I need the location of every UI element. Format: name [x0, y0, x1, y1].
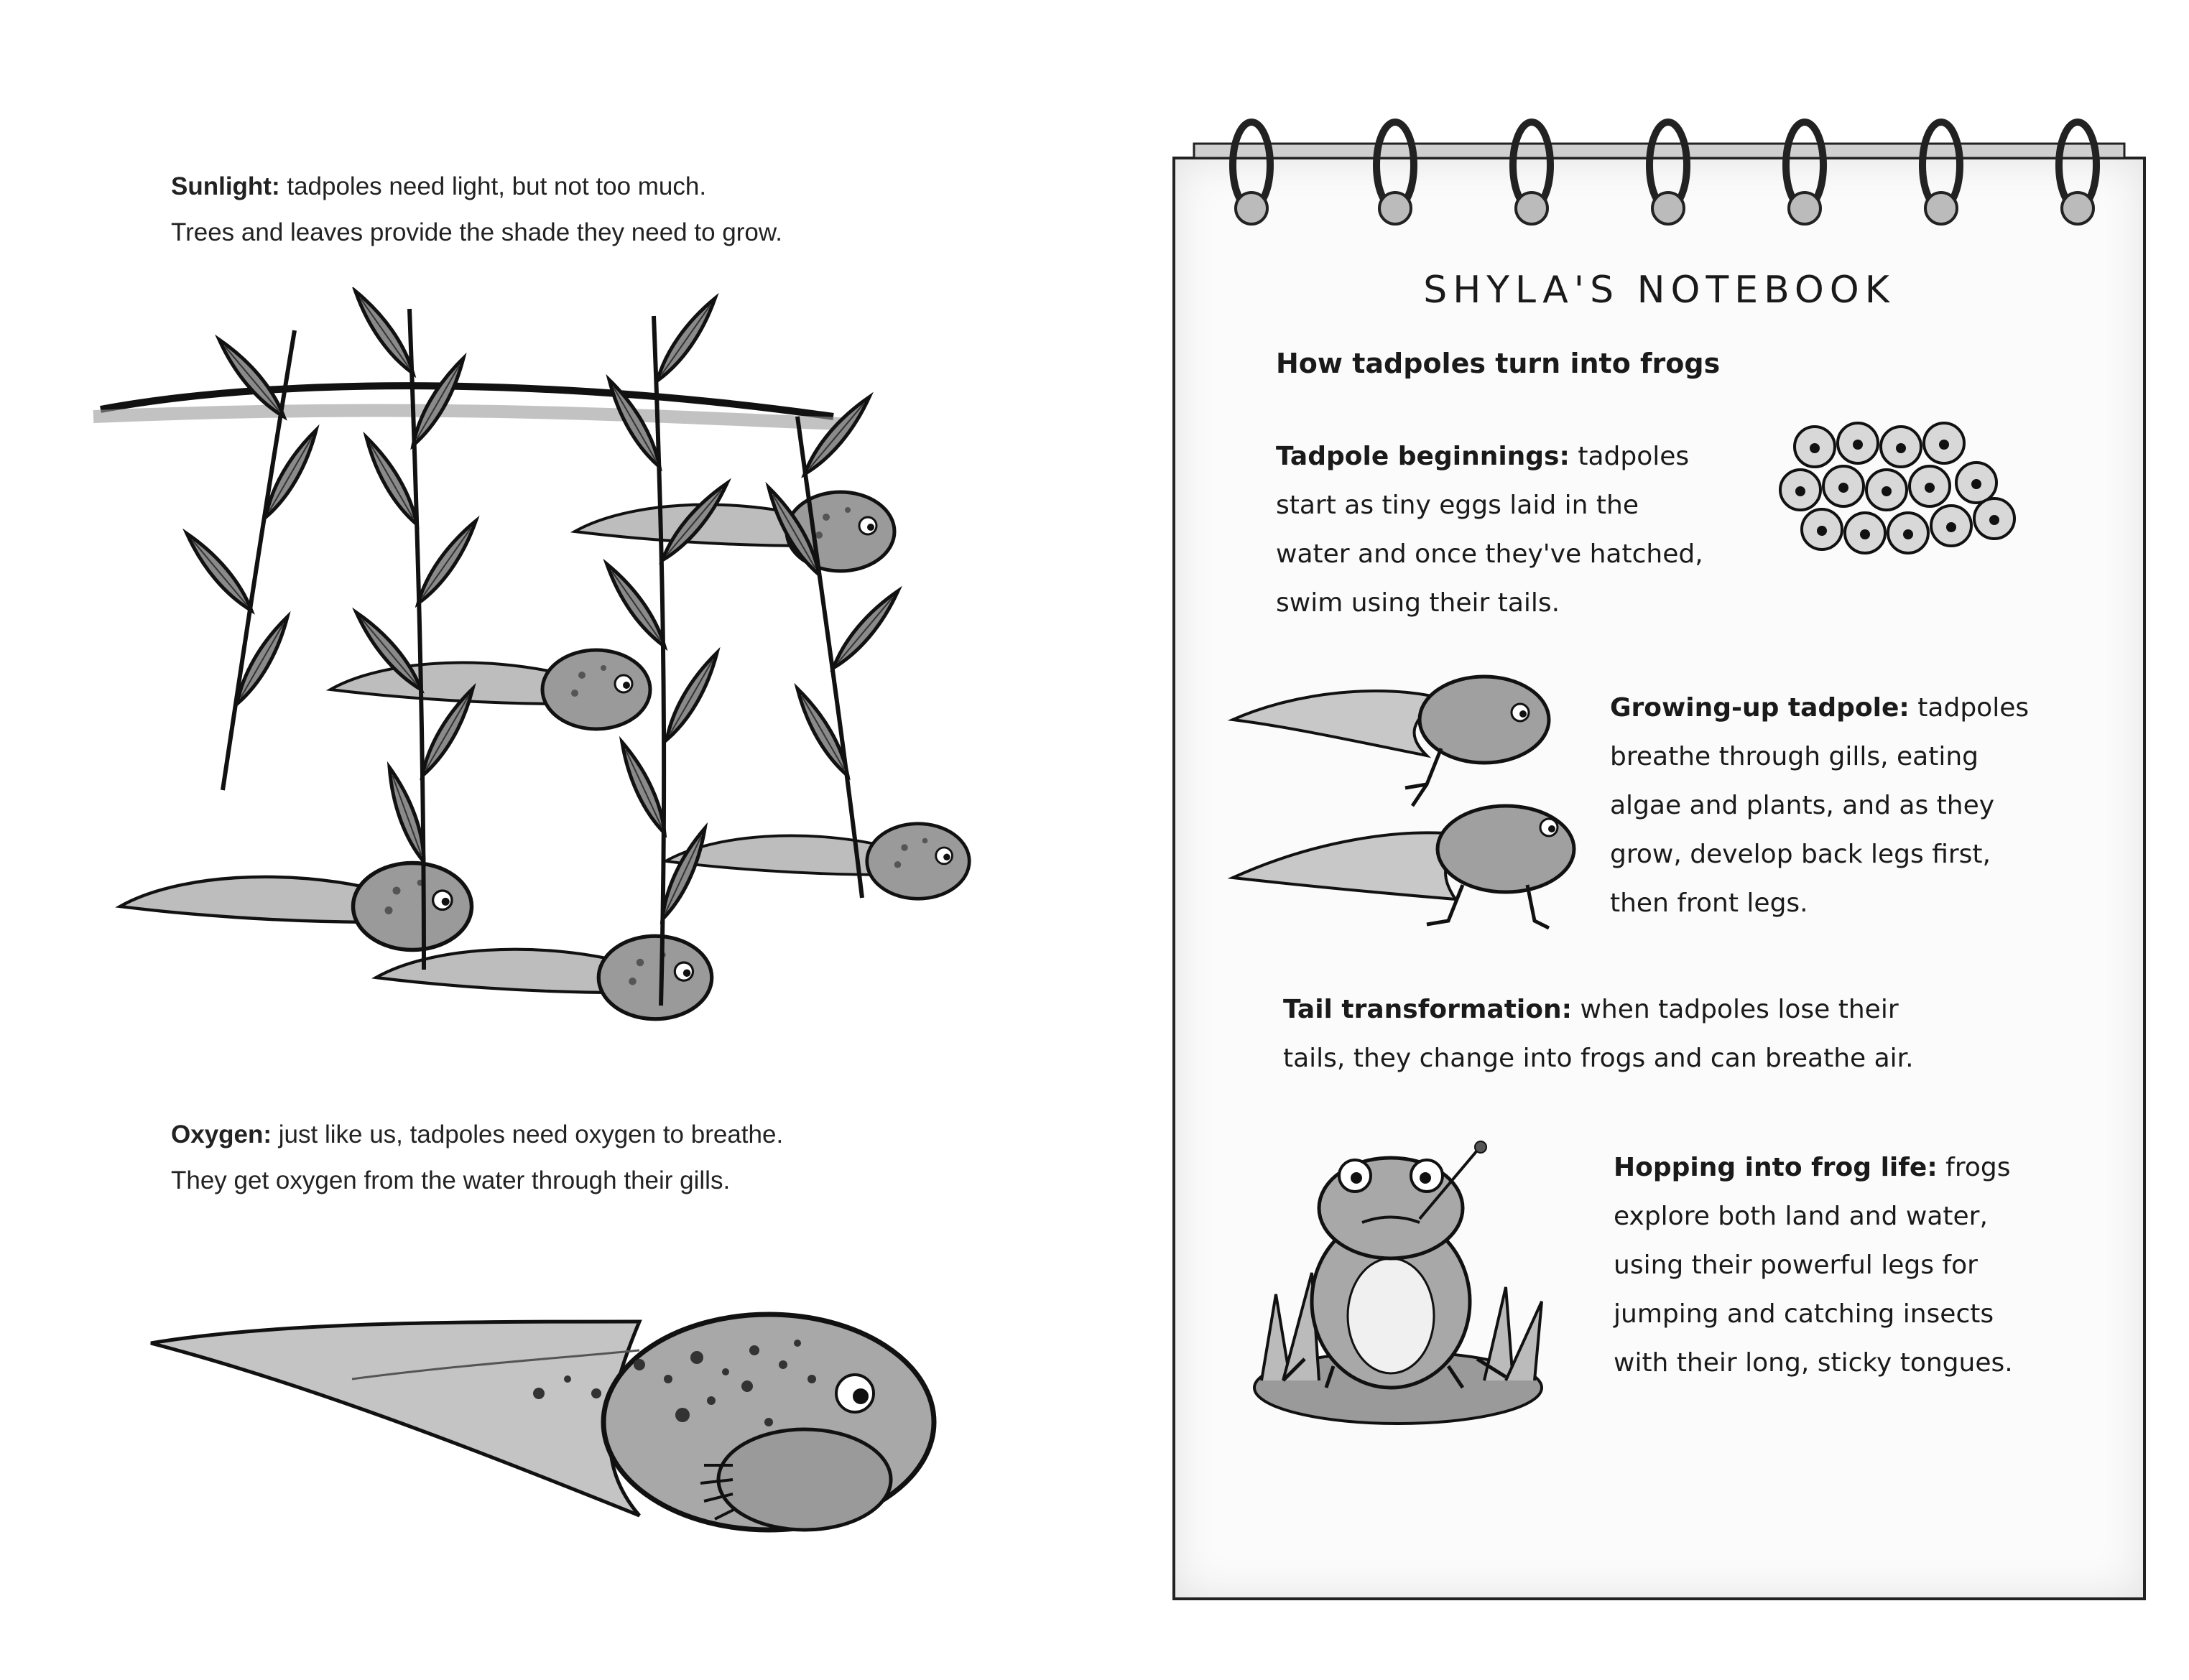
section-hopping-into-frog-life	[1614, 1143, 2073, 1388]
frog-eggs-illustration	[1772, 411, 2037, 576]
section-line: tadpoles	[1569, 442, 1690, 471]
oxygen-label: Oxygen:	[171, 1120, 272, 1148]
section-line: using their powerful legs for	[1614, 1250, 1978, 1280]
section-line: with their long, sticky tongues.	[1614, 1348, 2013, 1378]
section-line: tadpoles	[1909, 693, 2030, 723]
oxygen-paragraph	[171, 1112, 961, 1204]
section-tadpole-beginnings	[1276, 432, 1721, 628]
frog-on-lily-pad-illustration	[1218, 1122, 1578, 1438]
section-line: breathe through gills, eating	[1610, 742, 1979, 771]
section-heading: Tadpole beginnings:	[1276, 442, 1570, 471]
shylas-notebook	[1172, 157, 2146, 1600]
notebook-subtitle: How tadpoles turn into frogs	[1276, 348, 1721, 379]
sunlight-line-1: tadpoles need light, but not too much.	[279, 172, 707, 200]
section-line: tails, they change into frogs and can breathe air.	[1283, 1044, 1914, 1073]
section-line: water and once they've hatched,	[1276, 539, 1703, 569]
notebook-spiral-binding	[1172, 101, 2146, 244]
notebook-title: SHYLA'S NOTEBOOK	[1423, 269, 1895, 312]
section-line: algae and plants, and as they	[1610, 791, 1995, 820]
section-line: then front legs.	[1610, 888, 1808, 918]
section-line: start as tiny eggs laid in the	[1276, 491, 1639, 520]
sunlight-label: Sunlight:	[171, 172, 280, 200]
sunlight-paragraph	[171, 164, 961, 256]
section-line: frogs	[1937, 1153, 2011, 1182]
oxygen-line-2: They get oxygen from the water through their gills.	[171, 1166, 731, 1194]
section-line: grow, develop back legs first,	[1610, 840, 1991, 869]
section-heading: Growing-up tadpole:	[1610, 693, 1910, 723]
large-tadpole-illustration	[136, 1278, 941, 1566]
oxygen-line-1: just like us, tadpoles need oxygen to breathe.	[272, 1120, 784, 1148]
sunlight-line-2: Trees and leaves provide the shade they need to grow.	[171, 218, 782, 246]
section-line: swim using their tails.	[1276, 588, 1560, 618]
section-line: explore both land and water,	[1614, 1202, 1988, 1231]
section-line: when tadpoles lose their	[1572, 995, 1899, 1024]
section-growing-up-tadpole	[1610, 684, 2063, 928]
tadpoles-under-leaves-illustration	[79, 287, 984, 1063]
section-heading: Hopping into frog life:	[1614, 1153, 1938, 1182]
section-heading: Tail transformation:	[1283, 995, 1572, 1024]
section-tail-transformation	[1283, 985, 2001, 1083]
growing-tadpoles-illustration	[1226, 662, 1585, 950]
section-line: jumping and catching insects	[1614, 1299, 1994, 1329]
